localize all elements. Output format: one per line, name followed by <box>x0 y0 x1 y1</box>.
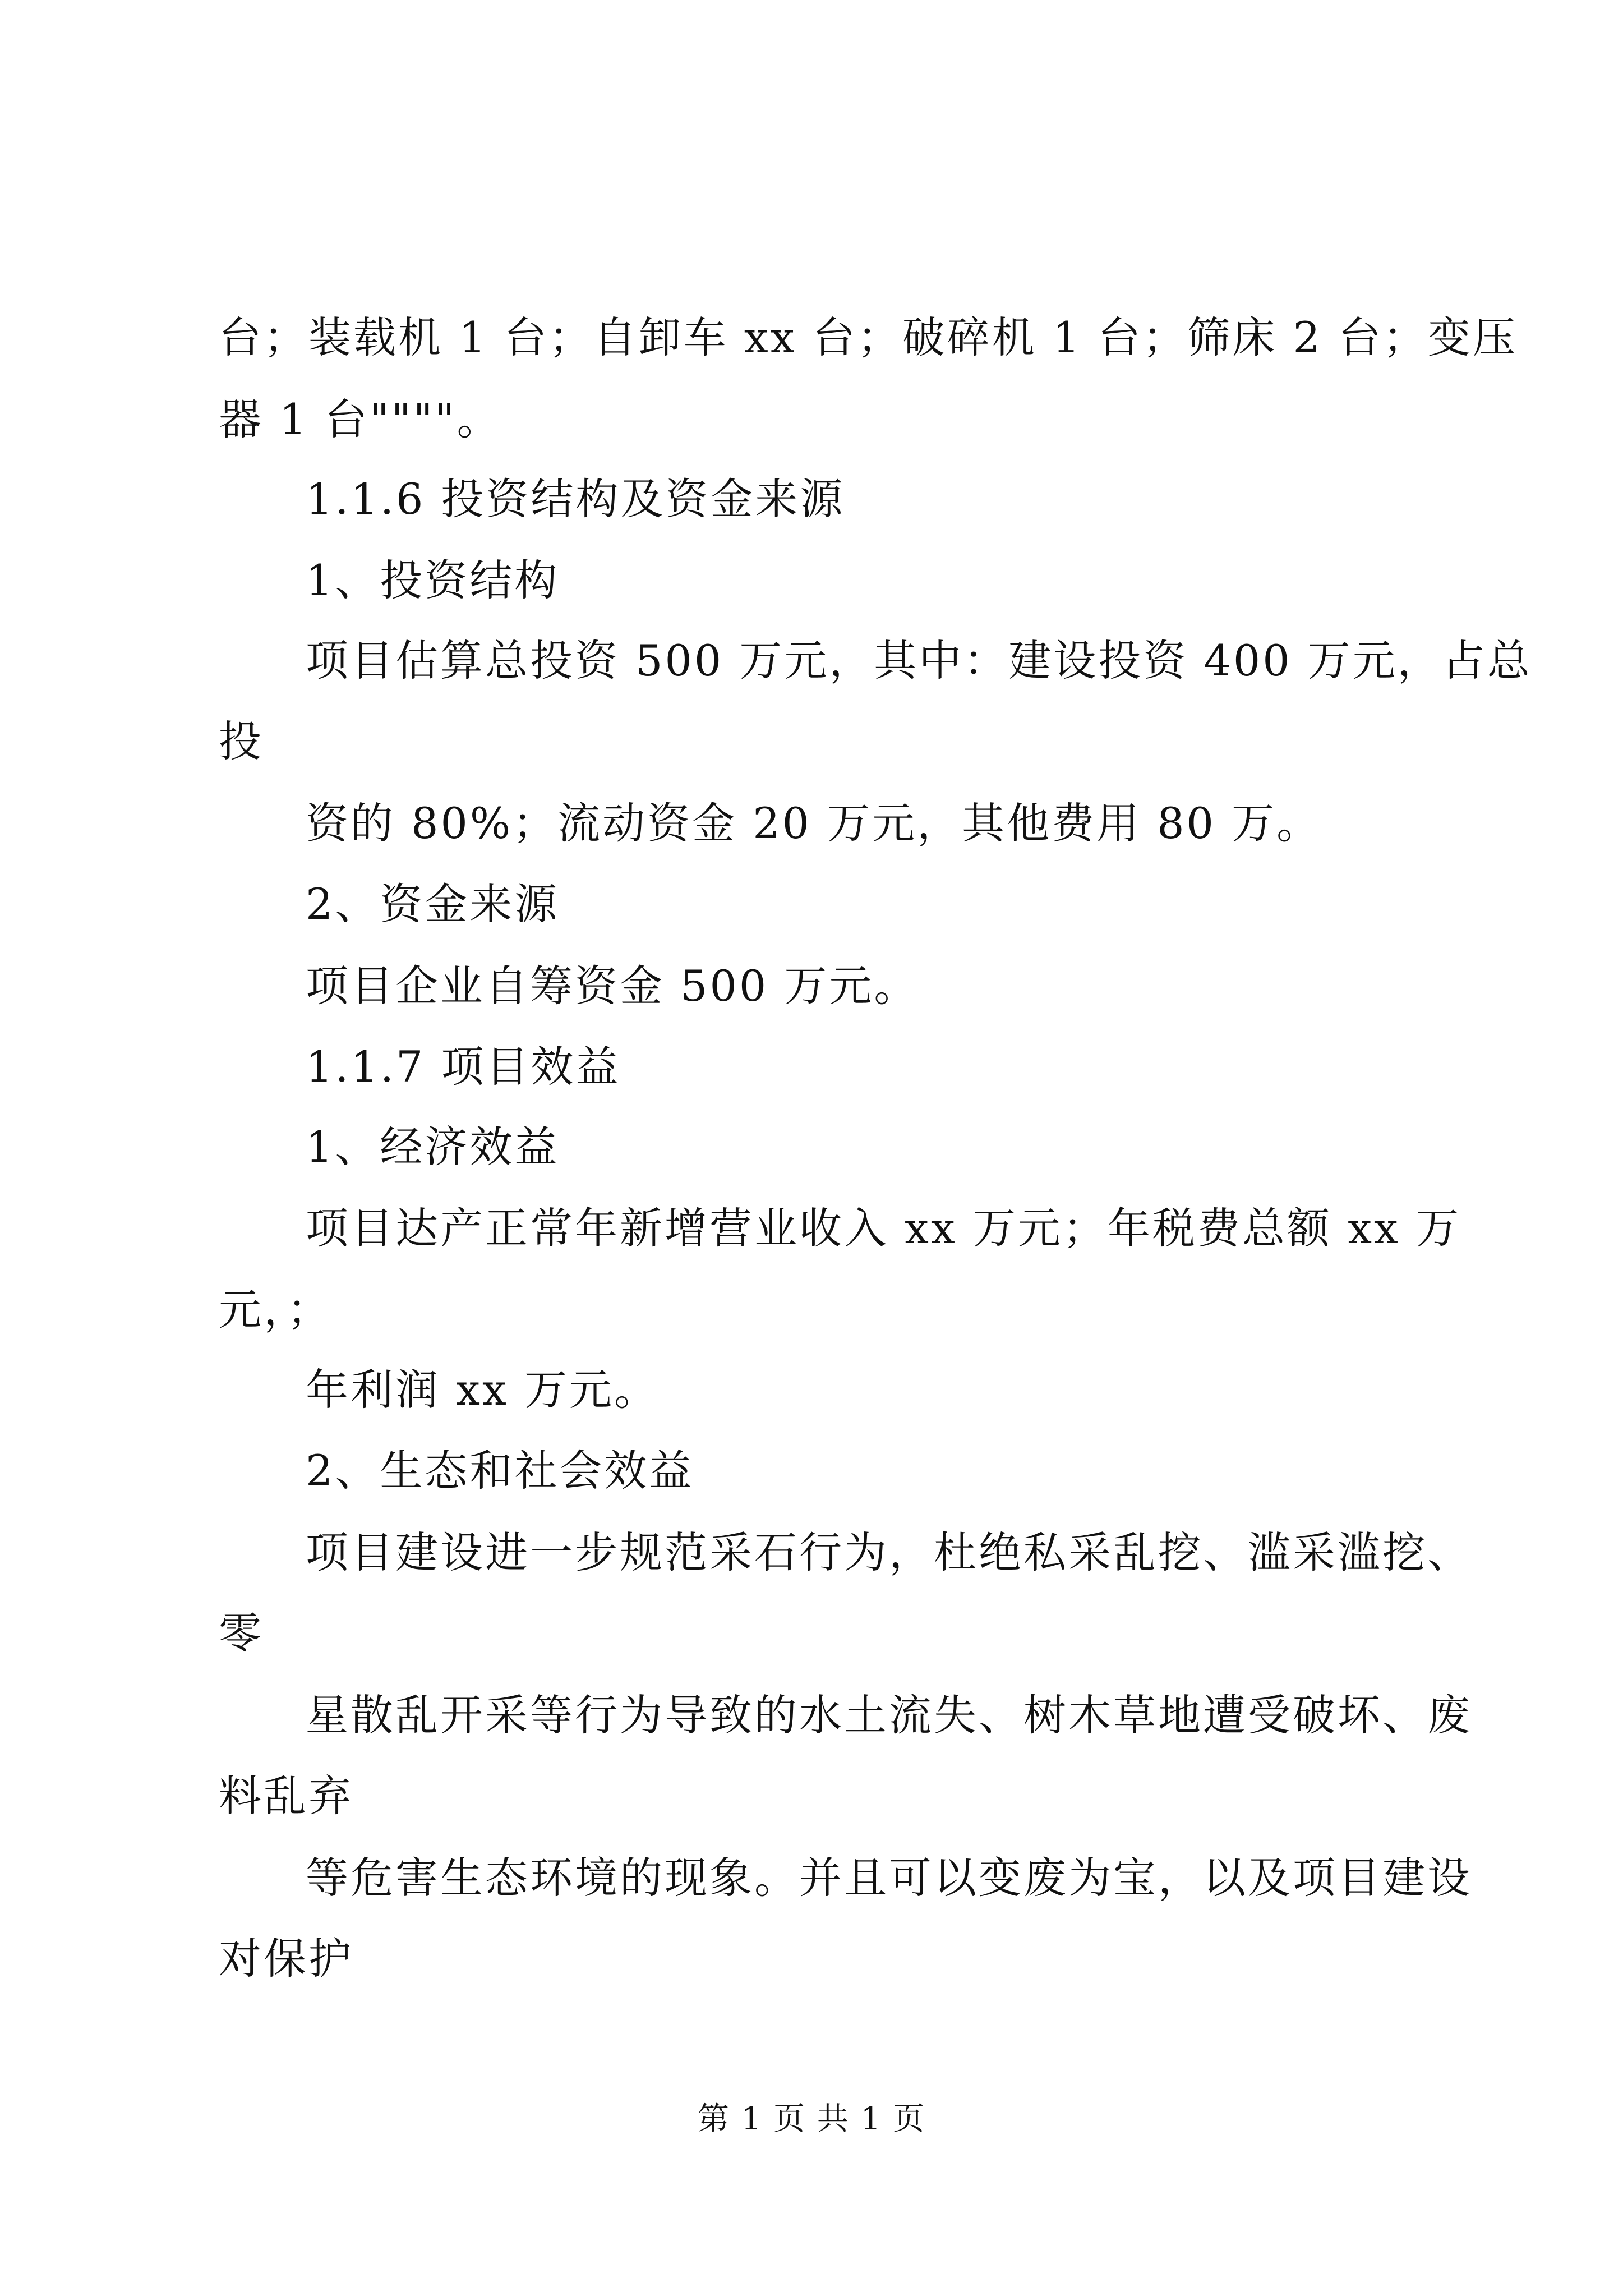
text-line-13: 元，； <box>219 1285 332 1335</box>
text-line-16: 项目建设进一步规范采石行为，杜绝私采乱挖、滥采滥挖、 <box>306 1527 1472 1577</box>
text-line-14: 年利润 xx 万元。 <box>306 1365 660 1415</box>
text-line-1: 台；装载机 1 台；自卸车 xx 台；破碎机 1 台；筛床 2 台；变压 <box>219 312 1518 362</box>
text-line-12: 项目达产正常年新增营业收入 xx 万元；年税费总额 xx 万 <box>306 1203 1461 1253</box>
section-heading-1-1-6: 1.1.6 投资结构及资金来源 <box>306 474 845 524</box>
subheading-ecological-social-benefit: 2、生态和社会效益 <box>306 1446 694 1496</box>
text-line-9: 项目企业自筹资金 500 万元。 <box>306 961 919 1011</box>
text-line-2: 器 1 台""""。 <box>219 394 502 444</box>
text-line-20: 等危害生态环境的现象。并且可以变废为宝，以及项目建设 <box>306 1853 1472 1903</box>
page-footer: 第 1 页 共 1 页 <box>697 2101 926 2137</box>
text-line-19: 料乱弃 <box>219 1771 353 1821</box>
text-line-6: 投 <box>219 716 264 766</box>
text-line-17: 零 <box>219 1608 264 1658</box>
subheading-economic-benefit: 1、经济效益 <box>306 1122 560 1172</box>
subheading-funding-source: 2、资金来源 <box>306 879 560 929</box>
text-line-5: 项目估算总投资 500 万元，其中：建设投资 400 万元，占总 <box>306 636 1532 685</box>
text-line-18: 星散乱开采等行为导致的水土流失、树木草地遭受破坏、废 <box>306 1690 1472 1740</box>
text-line-21: 对保护 <box>219 1934 353 1984</box>
text-line-7: 资的 80%；流动资金 20 万元，其他费用 80 万。 <box>306 798 1322 848</box>
subheading-investment-structure: 1、投资结构 <box>306 555 560 605</box>
section-heading-1-1-7: 1.1.7 项目效益 <box>306 1042 621 1092</box>
